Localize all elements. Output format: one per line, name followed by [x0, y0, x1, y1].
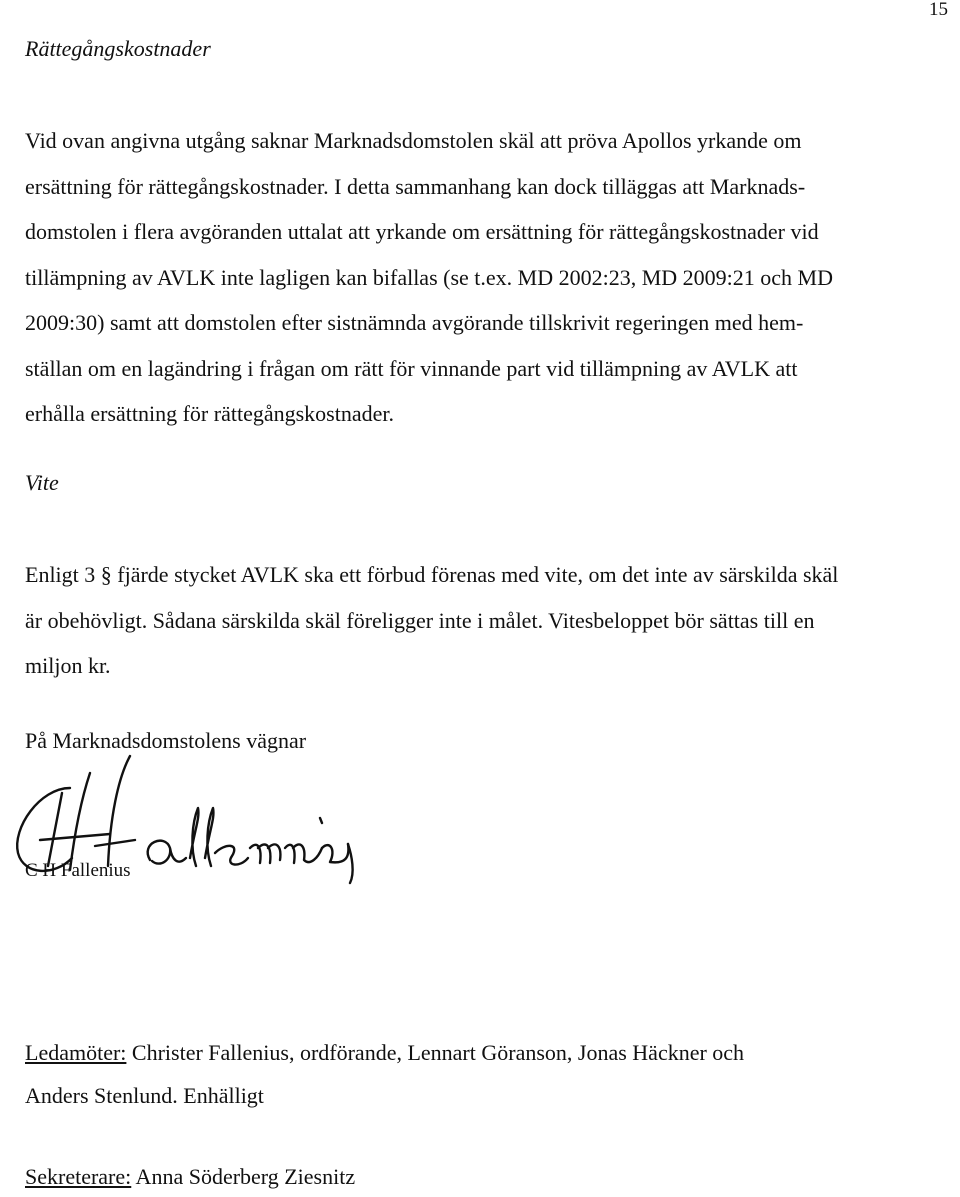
members-label: Ledamöter:: [25, 1040, 127, 1065]
section-heading-fine: Vite: [25, 470, 59, 495]
text-line: Enligt 3 § fjärde stycket AVLK ska ett förbud förenas med vite, om det inte av särskilda skäl: [25, 562, 839, 587]
text-line: är obehövligt. Sådana särskilda skäl föreligger inte i målet. Vitesbeloppet bör sättas till en: [25, 607, 815, 633]
text-line: miljon kr.: [25, 653, 111, 678]
text-line: 2009:30) samt att domstolen efter sistnämnda avgörande tillskrivit regeringen med hem-: [25, 310, 804, 335]
section-heading-costs: Rättegångskostnader: [25, 36, 211, 61]
members-list: Christer Fallenius, ordförande, Lennart Göranson, Jonas Häckner och: [126, 1040, 745, 1065]
text-line: ersättning för rättegångskostnader. I detta sammanhang kan dock tilläggas att Marknads-: [25, 173, 806, 199]
text-line: Vid ovan angivna utgång saknar Marknadsdomstolen skäl att pröva Apollos yrkande om: [25, 128, 802, 153]
secretary-line: [25, 1164, 355, 1190]
text-line: ställan om en lagändring i frågan om rätt för vinnande part vid tillämpning av AVLK att: [25, 355, 798, 381]
text-line: tillämpning av AVLK inte lagligen kan bifallas (se t.ex. MD 2002:23, MD 2009:21 och MD: [25, 264, 833, 290]
members-line: [25, 1040, 744, 1066]
signature-block: [25, 728, 425, 898]
signature-label: På Marknadsdomstolens vägnar: [25, 728, 307, 753]
members-line-2: Anders Stenlund. Enhälligt: [25, 1083, 264, 1108]
paragraph-fine: [25, 552, 945, 689]
page-number: 15: [929, 0, 948, 20]
secretary-name: Anna Söderberg Ziesnitz: [131, 1164, 356, 1189]
text-line: domstolen i flera avgöranden uttalat att yrkande om ersättning för rättegångskostnader vid: [25, 219, 819, 244]
paragraph-costs: [25, 118, 945, 437]
text-line: erhålla ersättning för rättegångskostnader.: [25, 401, 394, 426]
secretary-label: Sekreterare:: [25, 1164, 132, 1189]
signer-name: C H Fallenius: [25, 860, 131, 881]
